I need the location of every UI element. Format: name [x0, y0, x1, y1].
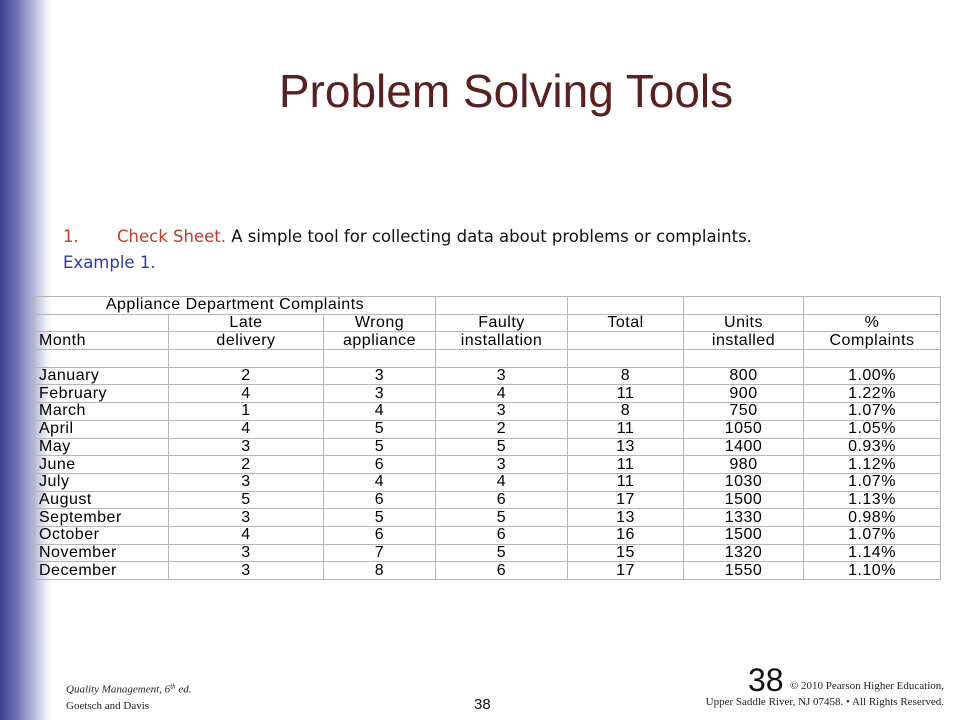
table-cell: Units — [684, 314, 804, 332]
table-cell: 3 — [169, 473, 324, 491]
table-cell: 1.13% — [804, 491, 941, 509]
table-cell: 3 — [169, 509, 324, 527]
book-edition-sup: th — [170, 682, 176, 690]
table-cell: 15 — [568, 544, 684, 562]
table-row — [35, 385, 941, 403]
table-cell: December — [35, 562, 169, 580]
table-cell: 11 — [568, 385, 684, 403]
table-cell — [35, 350, 169, 368]
table-cell: 1.22% — [804, 385, 941, 403]
table-row — [35, 491, 941, 509]
table-cell: 5 — [436, 544, 568, 562]
table-cell: 4 — [436, 385, 568, 403]
table-cell: November — [35, 544, 169, 562]
table-cell — [169, 350, 324, 368]
table-cell: % — [804, 314, 941, 332]
table-row — [35, 420, 941, 438]
table-cell: July — [35, 473, 169, 491]
table-cell: 750 — [684, 403, 804, 421]
table-cell: 1.14% — [804, 544, 941, 562]
slide-title: Problem Solving Tools — [278, 65, 734, 117]
table-cell: 1 — [169, 403, 324, 421]
table-cell: 6 — [324, 491, 436, 509]
table-cell: 4 — [324, 473, 436, 491]
table-cell: 5 — [436, 509, 568, 527]
slide-body — [63, 224, 943, 276]
table-row — [35, 473, 941, 491]
table-cell: 3 — [436, 456, 568, 474]
blank-row — [35, 350, 941, 368]
table-cell: 6 — [436, 562, 568, 580]
footer-book-info — [66, 678, 192, 714]
table-cell — [684, 350, 804, 368]
table-cell: 1400 — [684, 438, 804, 456]
table-cell: 11 — [568, 473, 684, 491]
table-cell: 0.93% — [804, 438, 941, 456]
page-number-small: 38 — [474, 696, 491, 713]
table-cell: 4 — [324, 403, 436, 421]
table-cell — [324, 350, 436, 368]
table-cell: 5 — [169, 491, 324, 509]
table-cell: August — [35, 491, 169, 509]
table-cell: 0.98% — [804, 509, 941, 527]
table-cell: 16 — [568, 526, 684, 544]
check-sheet-item — [63, 224, 943, 250]
table-cell — [804, 297, 941, 315]
table-row — [35, 403, 941, 421]
check-sheet-body — [35, 297, 941, 580]
table-cell: 3 — [324, 385, 436, 403]
table-cell: 900 — [684, 385, 804, 403]
table-cell: 8 — [568, 403, 684, 421]
book-title: Quality Management, 6 — [66, 683, 171, 696]
table-cell — [568, 350, 684, 368]
table-cell: 5 — [324, 509, 436, 527]
table-cell: 7 — [324, 544, 436, 562]
table-cell: 1.00% — [804, 367, 941, 385]
table-cell: 4 — [169, 526, 324, 544]
table-cell: 13 — [568, 509, 684, 527]
table-cell: 1.07% — [804, 403, 941, 421]
table-cell — [804, 350, 941, 368]
table-cell: May — [35, 438, 169, 456]
table-cell: 11 — [568, 420, 684, 438]
table-row — [35, 526, 941, 544]
table-row — [35, 438, 941, 456]
table-cell: 1050 — [684, 420, 804, 438]
table-cell: 5 — [324, 438, 436, 456]
table-cell: appliance — [324, 332, 436, 350]
check-sheet-table — [34, 296, 941, 580]
table-cell: delivery — [169, 332, 324, 350]
table-cell: Total — [568, 314, 684, 332]
table-cell: 1030 — [684, 473, 804, 491]
table-cell: 3 — [169, 562, 324, 580]
item-term: Check Sheet. — [117, 227, 226, 246]
table-cell: installation — [436, 332, 568, 350]
table-cell: 8 — [324, 562, 436, 580]
table-cell — [436, 350, 568, 368]
table-cell: 1320 — [684, 544, 804, 562]
table-cell: 3 — [169, 544, 324, 562]
copyright-line-1: © 2010 Pearson Higher Education, — [789, 680, 944, 692]
table-cell: 1500 — [684, 526, 804, 544]
item-number: 1. — [63, 227, 79, 246]
table-cell: 1.07% — [804, 473, 941, 491]
table-cell: 1500 — [684, 491, 804, 509]
table-cell: 6 — [436, 491, 568, 509]
table-cell: 3 — [436, 403, 568, 421]
footer-copyright — [706, 678, 944, 710]
table-cell: 2 — [169, 456, 324, 474]
table-cell: 4 — [169, 420, 324, 438]
table-cell: April — [35, 420, 169, 438]
table-cell: Faulty — [436, 314, 568, 332]
table-cell: 5 — [324, 420, 436, 438]
table-cell: Month — [35, 332, 169, 350]
table-cell: 13 — [568, 438, 684, 456]
book-edition-rest: ed. — [175, 683, 192, 696]
table-cell — [568, 332, 684, 350]
table-cell: 17 — [568, 491, 684, 509]
table-cell: February — [35, 385, 169, 403]
table-cell: 1.10% — [804, 562, 941, 580]
table-cell: 3 — [436, 367, 568, 385]
table-cell: 5 — [436, 438, 568, 456]
table-cell — [35, 314, 169, 332]
table-cell: March — [35, 403, 169, 421]
table-cell: 4 — [169, 385, 324, 403]
copyright-line-2: Upper Saddle River, NJ 07458. • All Rights Reserved. — [705, 696, 944, 708]
table-cell — [568, 297, 684, 315]
page-number-large: 38 — [748, 662, 784, 698]
table-cell: 11 — [568, 456, 684, 474]
table-cell: June — [35, 456, 169, 474]
table-cell: 17 — [568, 562, 684, 580]
table-cell: 1330 — [684, 509, 804, 527]
table-cell: October — [35, 526, 169, 544]
table-row — [35, 509, 941, 527]
header-row-1 — [35, 314, 941, 332]
example-label: Example 1. — [63, 253, 156, 272]
table-cell: 1550 — [684, 562, 804, 580]
table-cell — [436, 297, 568, 315]
table-row — [35, 562, 941, 580]
table-cell: 6 — [324, 456, 436, 474]
table-cell: 2 — [169, 367, 324, 385]
table-cell: 6 — [324, 526, 436, 544]
table-cell: September — [35, 509, 169, 527]
table-cell: installed — [684, 332, 804, 350]
book-authors: Goetsch and Davis — [66, 699, 150, 712]
table-cell: 4 — [436, 473, 568, 491]
item-text: A simple tool for collecting data about problems or complaints. — [225, 227, 752, 246]
table-cell: 2 — [436, 420, 568, 438]
table-row — [35, 544, 941, 562]
table-row — [35, 367, 941, 385]
table-cell: January — [35, 367, 169, 385]
table-cell: Wrong — [324, 314, 436, 332]
table-cell: 980 — [684, 456, 804, 474]
table-cell: Complaints — [804, 332, 941, 350]
table-cell: 1.12% — [804, 456, 941, 474]
table-cell: 1.07% — [804, 526, 941, 544]
table-title-row — [35, 297, 941, 315]
table-cell: 6 — [436, 526, 568, 544]
table-cell: 3 — [169, 438, 324, 456]
table-cell: Late — [169, 314, 324, 332]
table-row — [35, 456, 941, 474]
table-title: Appliance Department Complaints — [35, 297, 436, 315]
header-row-2 — [35, 332, 941, 350]
table-cell: 3 — [324, 367, 436, 385]
table-cell — [684, 297, 804, 315]
table-cell: 8 — [568, 367, 684, 385]
table-cell: 1.05% — [804, 420, 941, 438]
table-cell: 800 — [684, 367, 804, 385]
